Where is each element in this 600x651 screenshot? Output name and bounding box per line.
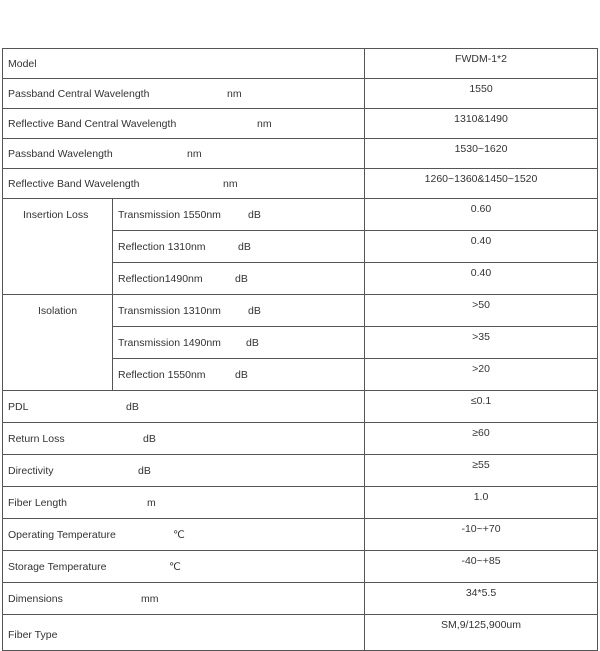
row-value: FWDM-1*2 xyxy=(365,49,598,79)
row-value: 1530~1620 xyxy=(365,139,598,169)
row-label: Operating Temperature ℃ xyxy=(3,519,365,551)
row-label: Model xyxy=(3,49,365,79)
row-unit: dB xyxy=(246,336,259,349)
table-row xyxy=(3,199,598,231)
spec-table xyxy=(2,48,598,651)
row-label: Reflection 1310nm dB xyxy=(113,231,365,263)
row-value: >20 xyxy=(365,359,598,391)
row-value: 1550 xyxy=(365,79,598,109)
row-value: 1310&1490 xyxy=(365,109,598,139)
row-value: 0.60 xyxy=(365,199,598,231)
row-unit: dB xyxy=(235,272,248,285)
row-label: Return Loss dB xyxy=(3,423,365,455)
row-value: 1260~1360&1450~1520 xyxy=(365,169,598,199)
row-label: Transmission 1490nm dB xyxy=(113,327,365,359)
row-unit: nm xyxy=(187,147,202,160)
row-label: PDL dB xyxy=(3,391,365,423)
table-row xyxy=(3,169,598,199)
row-unit: ℃ xyxy=(169,560,181,573)
table-row xyxy=(3,139,598,169)
table-row xyxy=(3,487,598,519)
row-unit: dB xyxy=(248,208,261,221)
table-row xyxy=(3,391,598,423)
row-unit: dB xyxy=(126,400,139,413)
row-unit: ℃ xyxy=(173,528,185,541)
row-unit: dB xyxy=(248,304,261,317)
row-value: >50 xyxy=(365,295,598,327)
row-label: Fiber Type xyxy=(3,615,365,651)
row-value: 1.0 xyxy=(365,487,598,519)
row-label: Passband Wavelength nm xyxy=(3,139,365,169)
row-label: Dimensions mm xyxy=(3,583,365,615)
table-row xyxy=(3,615,598,651)
row-unit: dB xyxy=(138,464,151,477)
row-value: 0.40 xyxy=(365,263,598,295)
row-value: >35 xyxy=(365,327,598,359)
row-value: ≥60 xyxy=(365,423,598,455)
table-row xyxy=(3,327,598,359)
row-label: Passband Central Wavelength nm xyxy=(3,79,365,109)
table-row xyxy=(3,231,598,263)
row-value: SM,9/125,900um xyxy=(365,615,598,651)
row-value: 0.40 xyxy=(365,231,598,263)
table-row xyxy=(3,263,598,295)
row-value: -40~+85 xyxy=(365,551,598,583)
table-row xyxy=(3,79,598,109)
row-label: Fiber Length m xyxy=(3,487,365,519)
table-row xyxy=(3,49,598,79)
row-label: Storage Temperature ℃ xyxy=(3,551,365,583)
row-unit: mm xyxy=(141,592,159,605)
table-row xyxy=(3,359,598,391)
row-value: ≤0.1 xyxy=(365,391,598,423)
table-row xyxy=(3,295,598,327)
table-row xyxy=(3,583,598,615)
row-label: Reflection1490nm dB xyxy=(113,263,365,295)
row-value: ≥55 xyxy=(365,455,598,487)
insertion-loss-label: Insertion Loss xyxy=(3,199,113,231)
table-row xyxy=(3,551,598,583)
row-value: -10~+70 xyxy=(365,519,598,551)
row-unit: m xyxy=(147,496,156,509)
row-label: Reflective Band Central Wavelength nm xyxy=(3,109,365,139)
row-unit: dB xyxy=(235,368,248,381)
row-label: Transmission 1310nm dB xyxy=(113,295,365,327)
row-value: 34*5.5 xyxy=(365,583,598,615)
row-label: Reflection 1550nm dB xyxy=(113,359,365,391)
table-row xyxy=(3,519,598,551)
row-unit: dB xyxy=(143,432,156,445)
row-unit: nm xyxy=(227,87,242,100)
isolation-label: Isolation xyxy=(3,295,113,327)
table-row xyxy=(3,455,598,487)
row-unit: dB xyxy=(238,240,251,253)
row-label: Directivity dB xyxy=(3,455,365,487)
row-label: Reflective Band Wavelength nm xyxy=(3,169,365,199)
row-unit: nm xyxy=(257,117,272,130)
table-row xyxy=(3,423,598,455)
row-label: Transmission 1550nm dB xyxy=(113,199,365,231)
table-row xyxy=(3,109,598,139)
row-unit: nm xyxy=(223,177,238,190)
